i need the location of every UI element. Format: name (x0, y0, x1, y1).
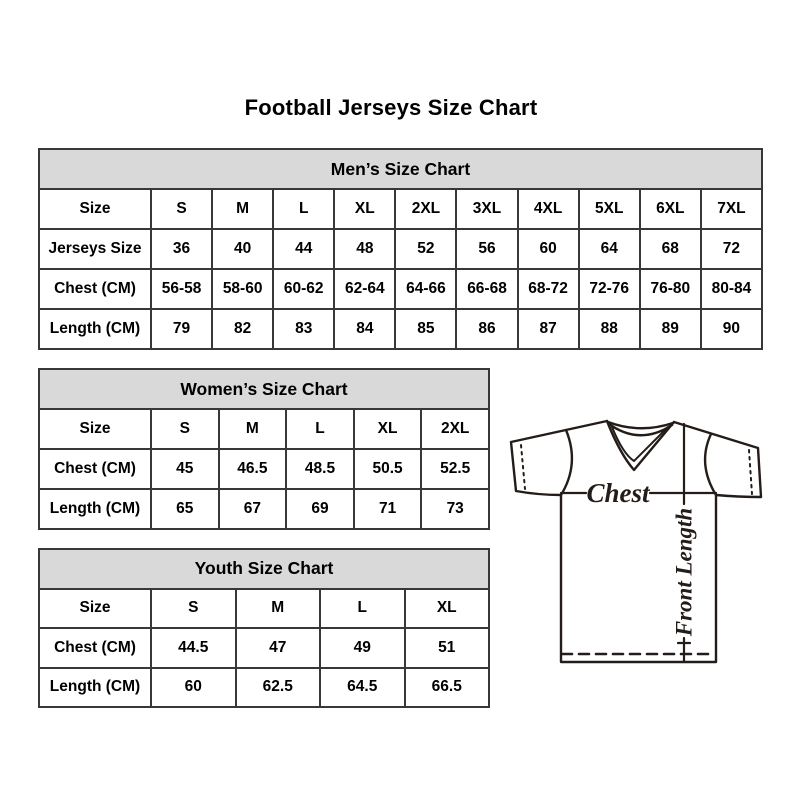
value-cell: 65 (151, 489, 219, 529)
armhole-seam-right (705, 434, 716, 495)
value-cell: 76-80 (640, 269, 701, 309)
value-cell: 48 (334, 229, 395, 269)
size-cell: XL (354, 409, 422, 449)
value-cell: 56-58 (151, 269, 212, 309)
value-cell: 73 (421, 489, 489, 529)
value-cell: 51 (405, 628, 490, 668)
row-label: Size (39, 409, 151, 449)
collar-back-line (608, 422, 673, 428)
value-cell: 62-64 (334, 269, 395, 309)
size-cell: 6XL (640, 189, 701, 229)
table-row (39, 449, 489, 489)
size-cell: XL (405, 589, 490, 629)
size-cell: 4XL (518, 189, 579, 229)
armhole-seam-left (561, 430, 572, 495)
value-cell: 69 (286, 489, 354, 529)
size-cell: 7XL (701, 189, 762, 229)
value-cell: 48.5 (286, 449, 354, 489)
value-cell: 40 (212, 229, 273, 269)
value-cell: 87 (518, 309, 579, 349)
value-cell: 44.5 (151, 628, 236, 668)
cuff-dotted-line-left (521, 445, 525, 489)
table-row (39, 628, 489, 668)
row-label: Size (39, 189, 151, 229)
size-cell: 3XL (456, 189, 517, 229)
womens-size-table (38, 368, 490, 530)
size-cell: M (219, 409, 287, 449)
table-row (39, 309, 762, 349)
value-cell: 45 (151, 449, 219, 489)
value-cell: 67 (219, 489, 287, 529)
size-cell: S (151, 589, 236, 629)
table-row (39, 189, 762, 229)
youth-table-title: Youth Size Chart (39, 549, 489, 589)
cuff-dotted-line-right (749, 450, 752, 494)
jersey-outline (511, 421, 761, 662)
table-row (39, 409, 489, 449)
value-cell: 82 (212, 309, 273, 349)
size-cell: 2XL (395, 189, 456, 229)
size-cell: L (286, 409, 354, 449)
row-label: Chest (CM) (39, 628, 151, 668)
row-label: Length (CM) (39, 668, 151, 708)
value-cell: 72-76 (579, 269, 640, 309)
value-cell: 83 (273, 309, 334, 349)
table-row (39, 269, 762, 309)
value-cell: 60 (151, 668, 236, 708)
size-cell: 5XL (579, 189, 640, 229)
value-cell: 79 (151, 309, 212, 349)
value-cell: 71 (354, 489, 422, 529)
mens-table-title: Men’s Size Chart (39, 149, 762, 189)
value-cell: 85 (395, 309, 456, 349)
row-label: Length (CM) (39, 309, 151, 349)
value-cell: 64.5 (320, 668, 405, 708)
value-cell: 60 (518, 229, 579, 269)
value-cell: 56 (456, 229, 517, 269)
value-cell: 80-84 (701, 269, 762, 309)
youth-size-table (38, 548, 490, 708)
front-length-label: Front Length (671, 507, 697, 637)
value-cell: 62.5 (236, 668, 321, 708)
table-row (39, 489, 489, 529)
value-cell: 47 (236, 628, 321, 668)
value-cell: 88 (579, 309, 640, 349)
value-cell: 90 (701, 309, 762, 349)
value-cell: 68-72 (518, 269, 579, 309)
value-cell: 60-62 (273, 269, 334, 309)
table-row (39, 668, 489, 708)
value-cell: 66.5 (405, 668, 490, 708)
value-cell: 89 (640, 309, 701, 349)
size-cell: S (151, 189, 212, 229)
value-cell: 72 (701, 229, 762, 269)
size-cell: S (151, 409, 219, 449)
row-label: Chest (CM) (39, 269, 151, 309)
page-title: Football Jerseys Size Chart (244, 95, 538, 120)
value-cell: 46.5 (219, 449, 287, 489)
value-cell: 68 (640, 229, 701, 269)
value-cell: 49 (320, 628, 405, 668)
size-cell: 2XL (421, 409, 489, 449)
value-cell: 64-66 (395, 269, 456, 309)
table-row (39, 589, 489, 629)
row-label: Jerseys Size (39, 229, 151, 269)
row-label: Chest (CM) (39, 449, 151, 489)
size-cell: XL (334, 189, 395, 229)
value-cell: 52 (395, 229, 456, 269)
womens-table-title: Women’s Size Chart (39, 369, 489, 409)
value-cell: 50.5 (354, 449, 422, 489)
size-cell: L (320, 589, 405, 629)
size-cell: M (212, 189, 273, 229)
row-label: Length (CM) (39, 489, 151, 529)
value-cell: 64 (579, 229, 640, 269)
value-cell: 58-60 (212, 269, 273, 309)
chest-label: Chest (586, 478, 650, 508)
value-cell: 84 (334, 309, 395, 349)
table-row (39, 229, 762, 269)
value-cell: 86 (456, 309, 517, 349)
value-cell: 36 (151, 229, 212, 269)
size-cell: M (236, 589, 321, 629)
value-cell: 52.5 (421, 449, 489, 489)
mens-size-table (38, 148, 763, 350)
value-cell: 66-68 (456, 269, 517, 309)
jersey-diagram (504, 412, 766, 667)
row-label: Size (39, 589, 151, 629)
size-cell: L (273, 189, 334, 229)
value-cell: 44 (273, 229, 334, 269)
